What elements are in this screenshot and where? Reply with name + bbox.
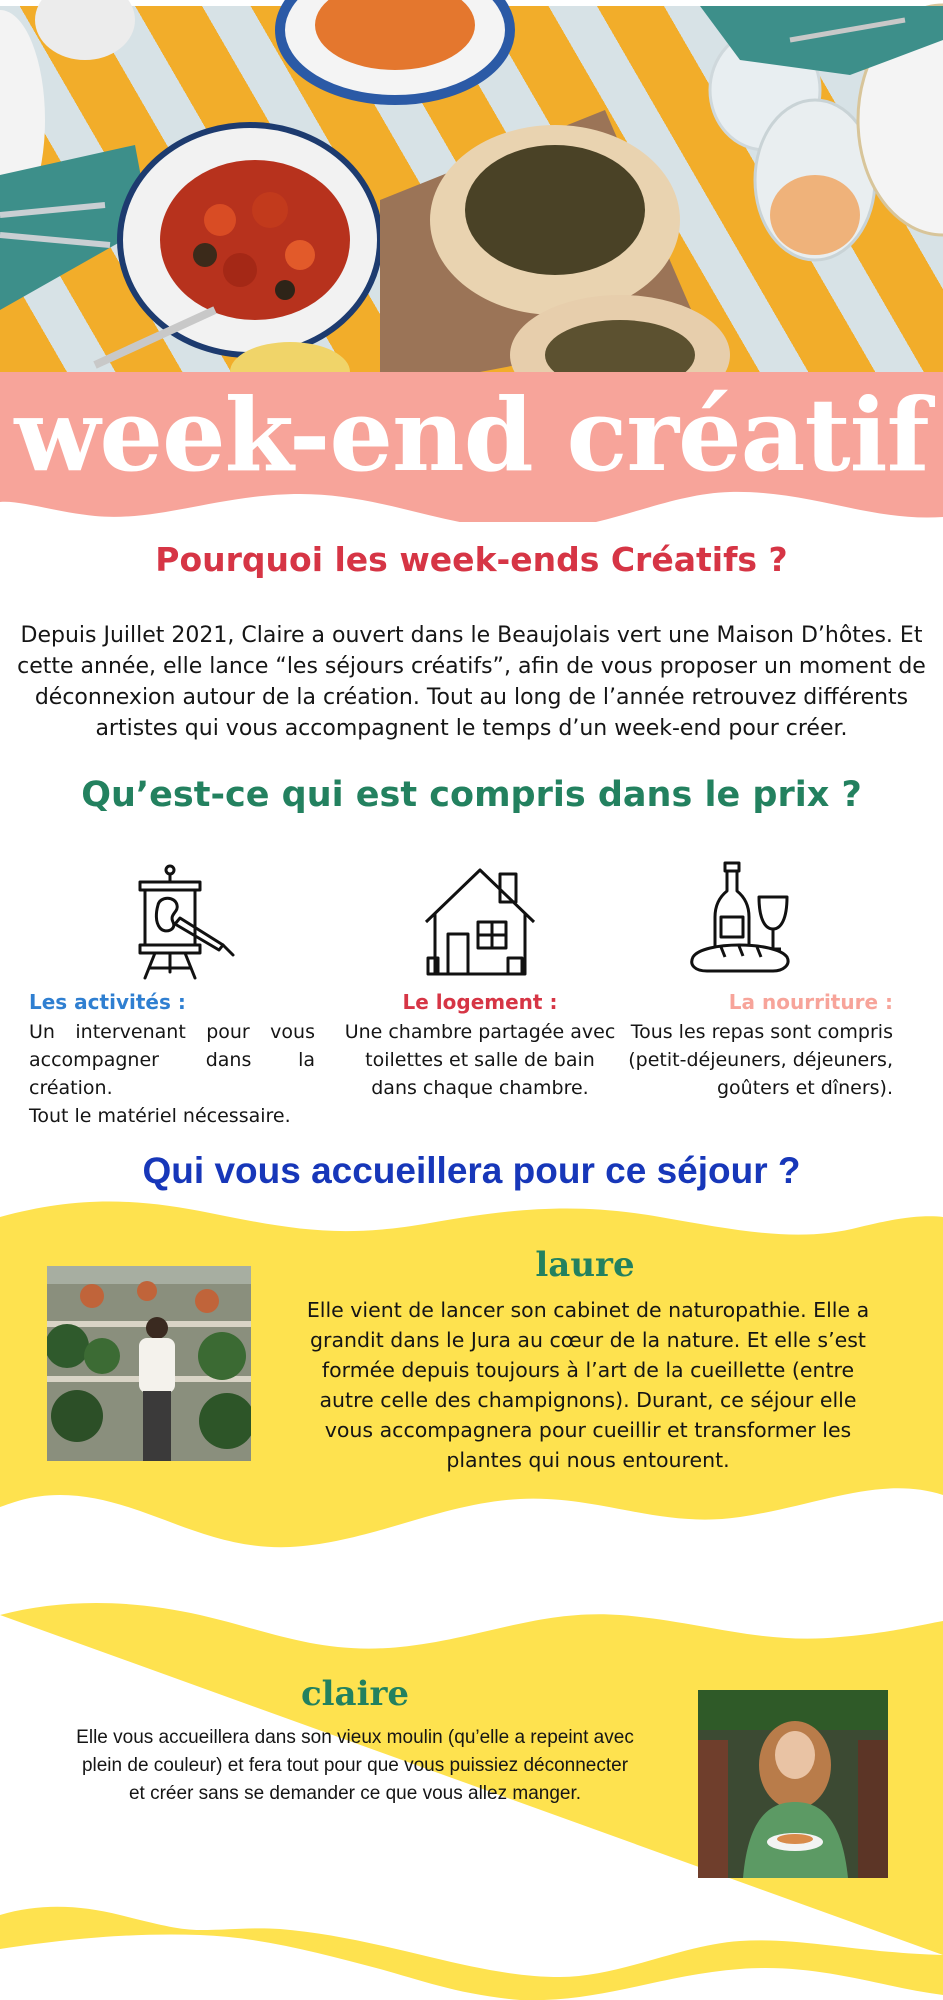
lodging-title: Le logement : [402,990,558,1014]
claire-photo [698,1690,888,1878]
easel-paint-icon [125,860,245,980]
food-table-illustration [0,0,943,372]
activities-text: Un intervenant pour vous accompagner dans la création. [29,1021,315,1099]
included-heading: Qu’est-ce qui est compris dans le prix ? [81,775,862,815]
lodging-text: Une chambre partagée avec toilettes et salle de bain dans chaque chambre. [344,1021,616,1099]
laure-name: laure [535,1245,635,1285]
hero-photo [0,0,943,372]
laure-photo [47,1266,251,1461]
wine-bread-icon [683,857,803,977]
laure-description: Elle vient de lancer son cabinet de naturopathie. Elle a grandit dans le Jura au cœur de la nature. Et elle s’est formée depuis toujours à l’art de la cueillette (entre autre celle des champignons). Durant, ce séjour elle vous accompagnera pour cueillir et transformer les plantes qui nous entourent. [306,1298,870,1472]
food-title: La nourriture : [728,990,893,1014]
claire-name: claire [300,1674,410,1714]
hosts-heading: Qui vous accueillera pour ce séjour ? [142,1150,801,1191]
food-text: Tous les repas sont compris (petit-déjeuners, déjeuners, goûters et dîners). [628,1021,893,1099]
house-icon [420,862,540,982]
page-title: week-end créatif [14,376,929,494]
intro-paragraph: Depuis Juillet 2021, Claire a ouvert dans le Beaujolais vert une Maison D’hôtes. Et cette année, elle lance “les séjours créatifs”, afin de vous proposer un moment de déconnexion autour de la création. Tout au long de l’année retrouvez différents artistes qui vous accompagnent le temps d’un week-end pour créer. [17,623,926,741]
activities-title: Les activités : [29,990,186,1014]
why-heading: Pourquoi les week-ends Créatifs ? [155,540,788,579]
activities-text-2: Tout le matériel nécessaire. [29,1105,291,1127]
claire-description: Elle vous accueillera dans son vieux moulin (qu’elle a repeint avec plein de couleur) et fera tout pour que vous puissiez déconnecter et créer sans se demander ce que vous allez manger. [76,1727,634,1804]
